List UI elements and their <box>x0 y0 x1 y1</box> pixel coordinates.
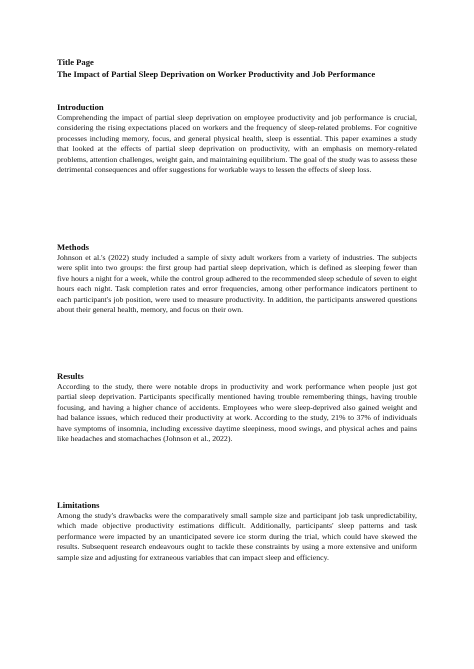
section-body-introduction: Comprehending the impact of partial sleep deprivation on employee productivity and job performance is crucial, considering the rising expectations placed on workers and the frequency of sleep-related problems. For cognitive processes including memory, focus, and general physical health, sleep is essential. This paper examines a study that looked at the effects of partial sleep deprivation on productivity, with an emphasis on memory-related problems, attention challenges, weight gain, and maintaining equilibrium. The goal of the study was to assess these detrimental consequences and offer suggestions for workable ways to lessen the effects of sleep loss. <box>57 113 417 175</box>
document-page <box>57 56 417 562</box>
section-limitations <box>57 500 417 563</box>
section-heading-limitations: Limitations <box>57 500 100 510</box>
section-introduction <box>57 102 417 175</box>
section-methods <box>57 242 417 315</box>
document-title: The Impact of Partial Sleep Deprivation on Worker Productivity and Job Performance <box>57 69 376 79</box>
section-results <box>57 371 417 444</box>
section-heading-results: Results <box>57 371 84 381</box>
section-body-methods: Johnson et al.'s (2022) study included a sample of sixty adult workers from a variety of industries. The subjects were split into two groups: the first group had partial sleep deprivation, which is defined as sleeping fewer than five hours a night for a week, while the control group adhered to the recommended sleep schedule of seven to eight hours each night. Task completion rates and error frequencies, among other performance indicators pertinent to each participant's job position, were used to measure productivity. In addition, the participants answered questions about their general health, memory, and focus on their own. <box>57 253 417 315</box>
title-page-label: Title Page <box>57 57 94 67</box>
section-heading-introduction: Introduction <box>57 102 104 112</box>
title-block <box>57 56 417 80</box>
section-heading-methods: Methods <box>57 242 89 252</box>
section-body-limitations: Among the study's drawbacks were the comparatively small sample size and participant job task unpredictability, which made objective productivity estimations difficult. Additionally, participants' sleep patterns and task performance were impacted by an unanticipated severe ice storm during the trial, which could have skewed the results. Subsequent research endeavours ought to tackle these constraints by using a more extensive and uniform sample size and adjusting for extraneous variables that can impact sleep and efficiency. <box>57 511 417 562</box>
section-body-results: According to the study, there were notable drops in productivity and work performance when people just got partial sleep deprivation. Participants specifically mentioned having trouble remembering things, having trouble focusing, and having a higher chance of accidents. Employees who were sleep-deprived also gained weight and had balance issues, which reduced their productivity at work. According to the study, 21% to 37% of individuals have symptoms of insomnia, including excessive daytime sleepiness, mood swings, and physical aches and pains like headaches and stomachaches (Johnson et al., 2022). <box>57 382 417 444</box>
